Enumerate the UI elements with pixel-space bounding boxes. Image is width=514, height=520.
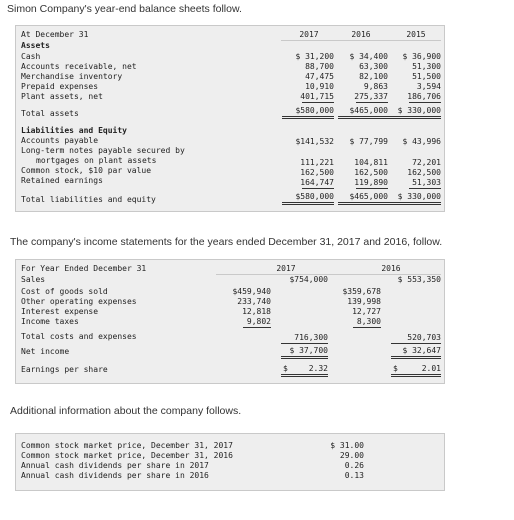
row-label: Total liabilities and equity <box>21 195 156 204</box>
underline <box>281 343 328 344</box>
cell-2017: 2.32 <box>308 364 328 373</box>
double-underline <box>338 116 388 119</box>
cell-2016: 275,337 <box>354 92 388 101</box>
underline <box>409 188 441 189</box>
double-underline <box>338 202 388 205</box>
underline <box>243 327 271 328</box>
row-label: Merchandise inventory <box>21 72 123 81</box>
cell-2016: 162,500 <box>354 168 388 177</box>
cell-2017: 12,818 <box>242 307 271 316</box>
income-statement-table <box>15 259 445 384</box>
row-label: Earnings per share <box>21 365 108 374</box>
cell-2016: 9,863 <box>363 82 388 91</box>
cell-2017: 47,475 <box>305 72 334 81</box>
intro-balance-sheets: Simon Company's year-end balance sheets follow. <box>7 3 242 15</box>
row-label: Retained earnings <box>21 176 103 185</box>
cell-2017: $580,000 <box>295 192 334 201</box>
assets-heading: Assets <box>21 41 50 50</box>
row-label: Accounts receivable, net <box>21 62 137 71</box>
underline <box>302 188 334 189</box>
is-year-2016: 2016 <box>381 264 401 273</box>
cell-2016: 139,998 <box>347 297 381 306</box>
row-label: Common stock, $10 par value <box>21 166 152 175</box>
additional-info-table <box>15 433 445 491</box>
cell-2016: $ 34,400 <box>349 52 388 61</box>
double-underline <box>281 356 328 359</box>
cell-2017: 9,802 <box>246 317 271 326</box>
row-label: Annual cash dividends per share in 2017 <box>21 461 209 470</box>
cell-2016: 12,727 <box>352 307 381 316</box>
row-label: Net income <box>21 347 70 356</box>
underline <box>356 102 388 103</box>
row-label: Common stock market price, December 31, 2017 <box>21 441 233 450</box>
double-underline <box>391 374 441 377</box>
cell-2015: 3,594 <box>416 82 441 91</box>
cell-2015: 186,706 <box>407 92 441 101</box>
eps-dollar-2017: $ <box>283 364 288 373</box>
bs-header-rule <box>281 40 441 41</box>
is-year-2017: 2017 <box>276 264 296 273</box>
cell-2017: $459,940 <box>232 287 271 296</box>
cell-2017: 716,300 <box>294 333 328 342</box>
cell-2015: $ 330,000 <box>397 192 441 201</box>
row-label: Sales <box>21 275 46 284</box>
cell-2016: $ 32,647 <box>402 346 441 355</box>
cell-2015: $ 330,000 <box>397 106 441 115</box>
notes-label-line1: Long-term notes payable secured by <box>21 146 185 155</box>
cell-2017: 164,747 <box>300 178 334 187</box>
cell-2015: $ 43,996 <box>402 137 441 146</box>
cell-2015: 51,303 <box>412 178 441 187</box>
row-label: Interest expense <box>21 307 99 316</box>
cell-2016: $ 553,350 <box>397 275 441 284</box>
row-label: Common stock market price, December 31, 2016 <box>21 451 233 460</box>
eps-dollar-2016: $ <box>393 364 398 373</box>
cell-2016: 520,703 <box>407 333 441 342</box>
row-label: Total assets <box>21 109 79 118</box>
row-label: Annual cash dividends per share in 2016 <box>21 471 209 480</box>
cell-2015: 51,500 <box>412 72 441 81</box>
cell-2015: 51,300 <box>412 62 441 71</box>
bs-year-2015: 2015 <box>406 30 426 39</box>
bs-year-2016: 2016 <box>351 30 371 39</box>
is-header-label: For Year Ended December 31 <box>21 264 147 273</box>
cell-2015: 72,201 <box>412 158 441 167</box>
row-label: Other operating expenses <box>21 297 137 306</box>
double-underline <box>282 202 334 205</box>
cell-2017: 10,910 <box>305 82 334 91</box>
cell-2016: 104,811 <box>354 158 388 167</box>
row-value: $ 31.00 <box>330 441 364 450</box>
cell-2016: $359,678 <box>342 287 381 296</box>
row-label: Total costs and expenses <box>21 332 137 341</box>
row-label: mortgages on plant assets <box>36 156 157 165</box>
underline <box>409 102 441 103</box>
double-underline <box>282 116 334 119</box>
double-underline <box>281 374 328 377</box>
cell-2017: 111,221 <box>300 158 334 167</box>
intro-income-statements: The company's income statements for the years ended December 31, 2017 and 2016, follow. <box>10 236 443 248</box>
row-value: 29.00 <box>339 451 364 460</box>
row-value: 0.13 <box>344 471 364 480</box>
intro-additional-info: Additional information about the company follows. <box>10 405 242 417</box>
cell-2017: 401,715 <box>300 92 334 101</box>
cell-2016: 8,300 <box>356 317 381 326</box>
cell-2016: $ 77,799 <box>349 137 388 146</box>
underline <box>356 188 388 189</box>
cell-2015: 162,500 <box>407 168 441 177</box>
double-underline <box>388 116 441 119</box>
row-label: Prepaid expenses <box>21 82 99 91</box>
cell-2017: $754,000 <box>289 275 328 284</box>
row-label: Plant assets, net <box>21 92 103 101</box>
cell-2017: $141,532 <box>295 137 334 146</box>
cell-2015: $ 36,900 <box>402 52 441 61</box>
cell-2017: $ 31,200 <box>295 52 334 61</box>
row-label: Accounts payable <box>21 136 99 145</box>
cell-2017: $ 37,700 <box>289 346 328 355</box>
cell-2016: 119,890 <box>354 178 388 187</box>
underline <box>391 343 441 344</box>
cell-2016: $465,000 <box>349 106 388 115</box>
cell-2016: $465,000 <box>349 192 388 201</box>
cell-2016: 63,300 <box>359 62 388 71</box>
underline <box>353 327 381 328</box>
row-value: 0.26 <box>344 461 364 470</box>
bs-year-2017: 2017 <box>299 30 319 39</box>
cell-2016: 2.01 <box>421 364 441 373</box>
double-underline <box>391 356 441 359</box>
underline <box>302 102 334 103</box>
row-label: Income taxes <box>21 317 79 326</box>
cell-2017: $580,000 <box>295 106 334 115</box>
liabilities-heading: Liabilities and Equity <box>21 126 127 135</box>
balance-sheet-table <box>15 25 445 212</box>
bs-header-label: At December 31 <box>21 30 89 39</box>
cell-2016: 82,100 <box>359 72 388 81</box>
row-label: Cost of goods sold <box>21 287 108 296</box>
double-underline <box>388 202 441 205</box>
row-label: Cash <box>21 52 41 61</box>
cell-2017: 162,500 <box>300 168 334 177</box>
cell-2017: 88,700 <box>305 62 334 71</box>
cell-2017: 233,740 <box>237 297 271 306</box>
